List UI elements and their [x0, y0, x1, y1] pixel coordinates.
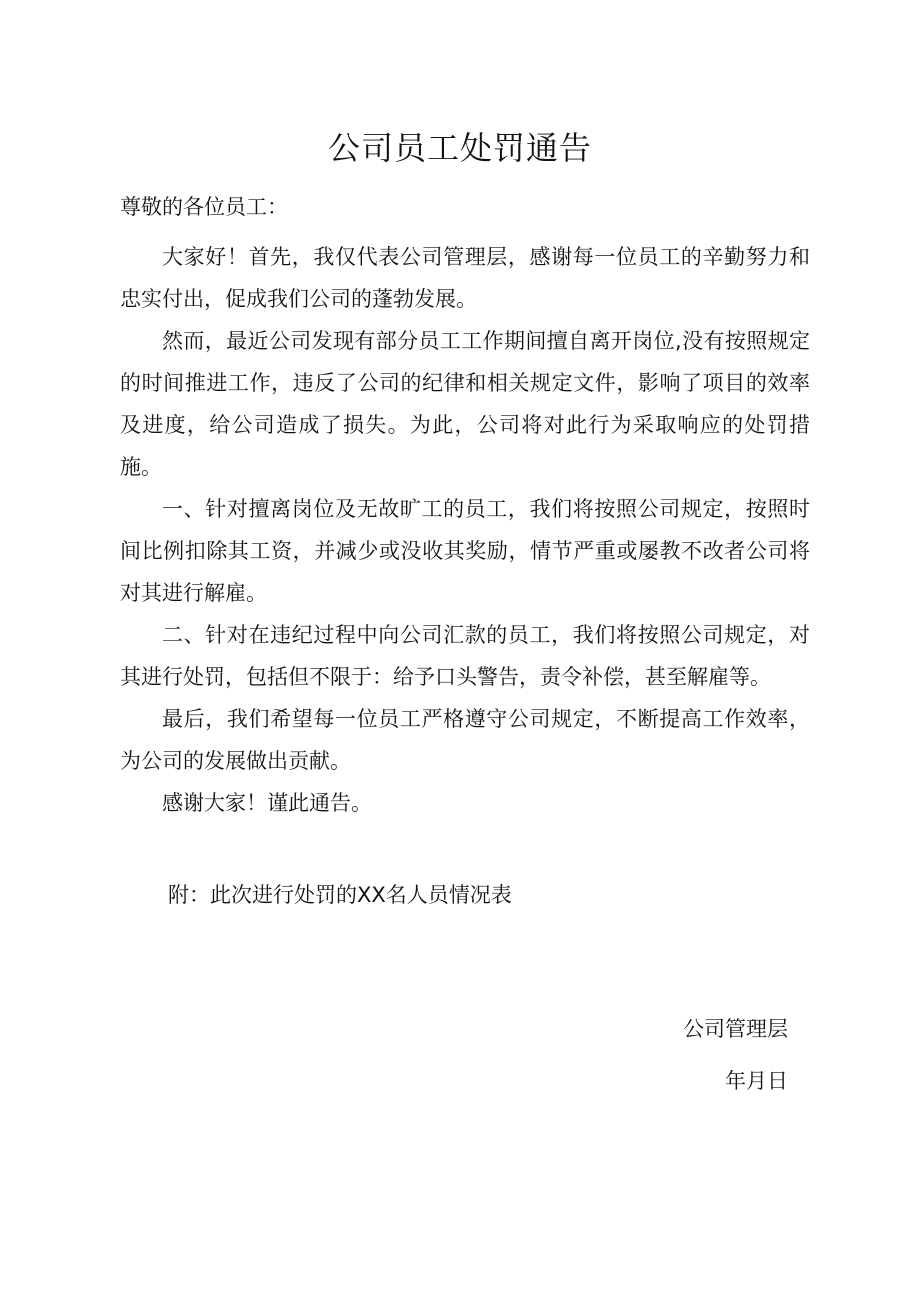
paragraph-thanks: 感谢大家！谨此通告。: [162, 791, 372, 815]
signature-org: 公司管理层: [683, 1017, 788, 1041]
paragraph-greeting: 大家好！首先，我仅代表公司管理层，感谢每一位员工的辛勤努力和忠实付出，促成我们公司的蓬勃发展。: [120, 245, 810, 311]
body-paragraphs: [120, 236, 810, 824]
attachment-note: 附：此次进行处罚的XX名人员情况表: [168, 883, 512, 907]
paragraph-rule-two: 二、针对在违纪过程中向公司汇款的员工，我们将按照公司规定，对其进行处罚，包括但不限于：给予口头警告，责令补偿，甚至解雇等。: [120, 623, 810, 689]
document-title: 公司员工处罚通告: [327, 129, 592, 167]
paragraph-closing: 最后，我们希望每一位员工严格遵守公司规定，不断提高工作效率，为公司的发展做出贡献。: [120, 707, 810, 773]
paragraph-rule-one: 一、针对擅离岗位及无故旷工的员工，我们将按照公司规定，按照时间比例扣除其工资，并减少或没收其奖励，情节严重或屡教不改者公司将对其进行解雇。: [120, 497, 810, 605]
salutation: 尊敬的各位员工：: [120, 195, 288, 219]
paragraph-issue: 然而，最近公司发现有部分员工工作期间擅自离开岗位,没有按照规定的时间推进工作，违反了公司的纪律和相关规定文件，影响了项目的效率及进度，给公司造成了损失。为此，公司将对此行为采取响应的处罚措施。: [120, 329, 810, 479]
signature-date: 年月日: [725, 1069, 788, 1093]
